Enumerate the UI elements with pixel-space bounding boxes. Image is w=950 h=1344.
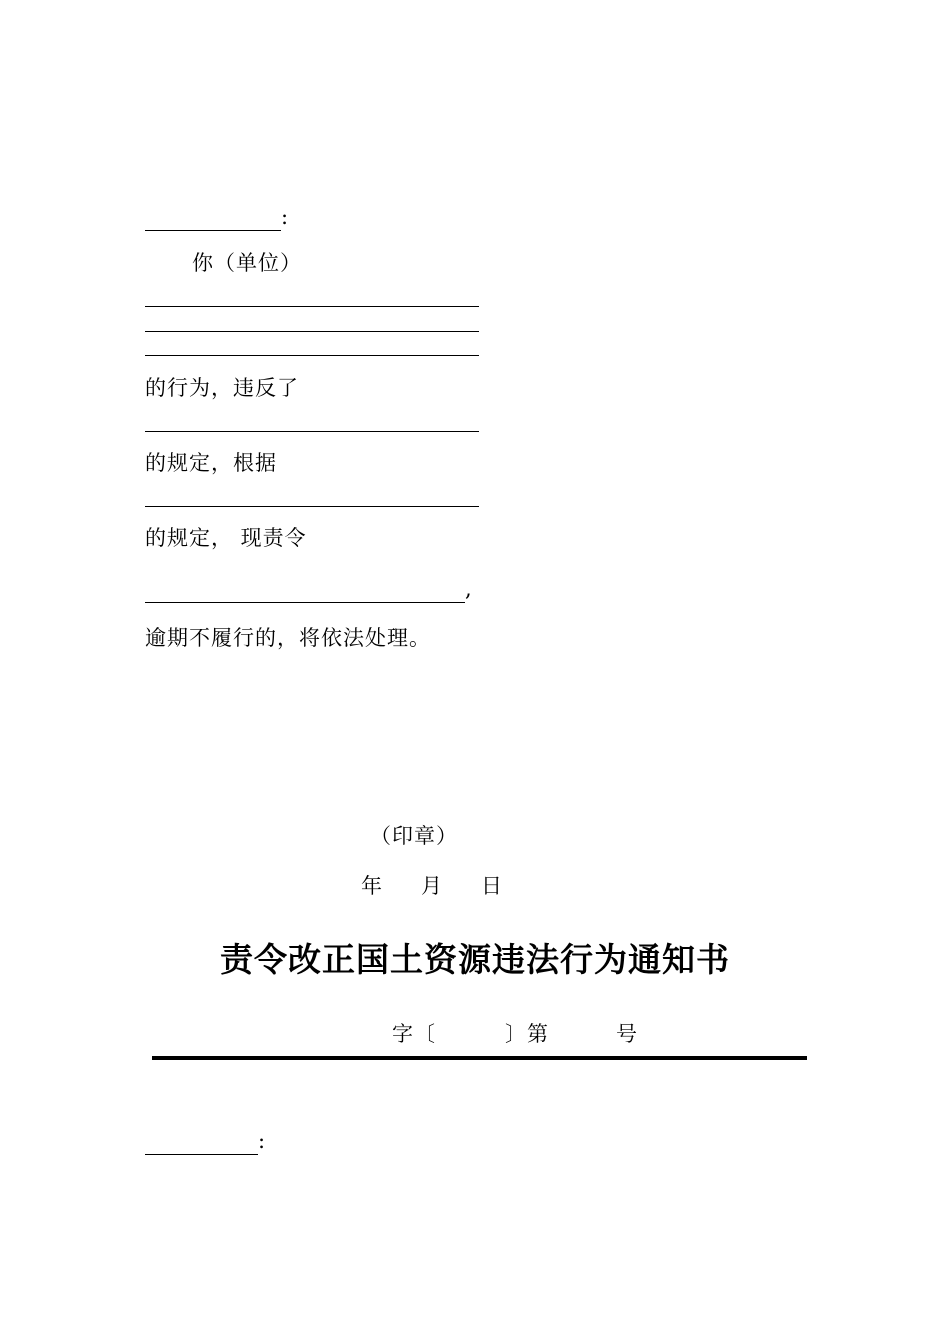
doc-no-di: 〕第 bbox=[505, 1022, 549, 1046]
closing-text: 逾期不履行的，将依法处理。 bbox=[145, 626, 431, 650]
doc-no-hao: 号 bbox=[616, 1022, 638, 1046]
lower-recipient-blank[interactable] bbox=[145, 1128, 258, 1155]
document-title: 责令改正国土资源违法行为通知书 bbox=[220, 940, 730, 979]
description-blank-2[interactable] bbox=[145, 331, 479, 332]
date-year-label: 年 bbox=[361, 874, 383, 898]
header-separator bbox=[152, 1056, 807, 1060]
order-comma: , bbox=[465, 577, 473, 601]
violation-text: 的规定，根据 bbox=[145, 451, 277, 475]
basis-law-blank[interactable] bbox=[145, 506, 479, 507]
recipient-line bbox=[145, 204, 289, 231]
seal-label: （印章） bbox=[370, 824, 458, 848]
date-month-label: 月 bbox=[421, 874, 443, 898]
description-blank-1[interactable] bbox=[145, 306, 479, 307]
violated-law-blank[interactable] bbox=[145, 431, 479, 432]
lower-recipient-colon: : bbox=[258, 1129, 267, 1153]
recipient-blank[interactable] bbox=[145, 204, 281, 231]
description-blank-3[interactable] bbox=[145, 355, 479, 356]
basis-text: 的规定， 现责令 bbox=[145, 526, 307, 550]
date-day-label: 日 bbox=[481, 874, 503, 898]
order-blank[interactable] bbox=[145, 576, 465, 603]
lower-recipient-line bbox=[145, 1128, 266, 1155]
doc-no-zi: 字〔 bbox=[392, 1022, 436, 1046]
behavior-text: 的行为，违反了 bbox=[145, 376, 299, 400]
recipient-colon: : bbox=[281, 205, 290, 229]
order-line bbox=[145, 576, 473, 603]
intro-text: 你（单位） bbox=[192, 251, 302, 275]
